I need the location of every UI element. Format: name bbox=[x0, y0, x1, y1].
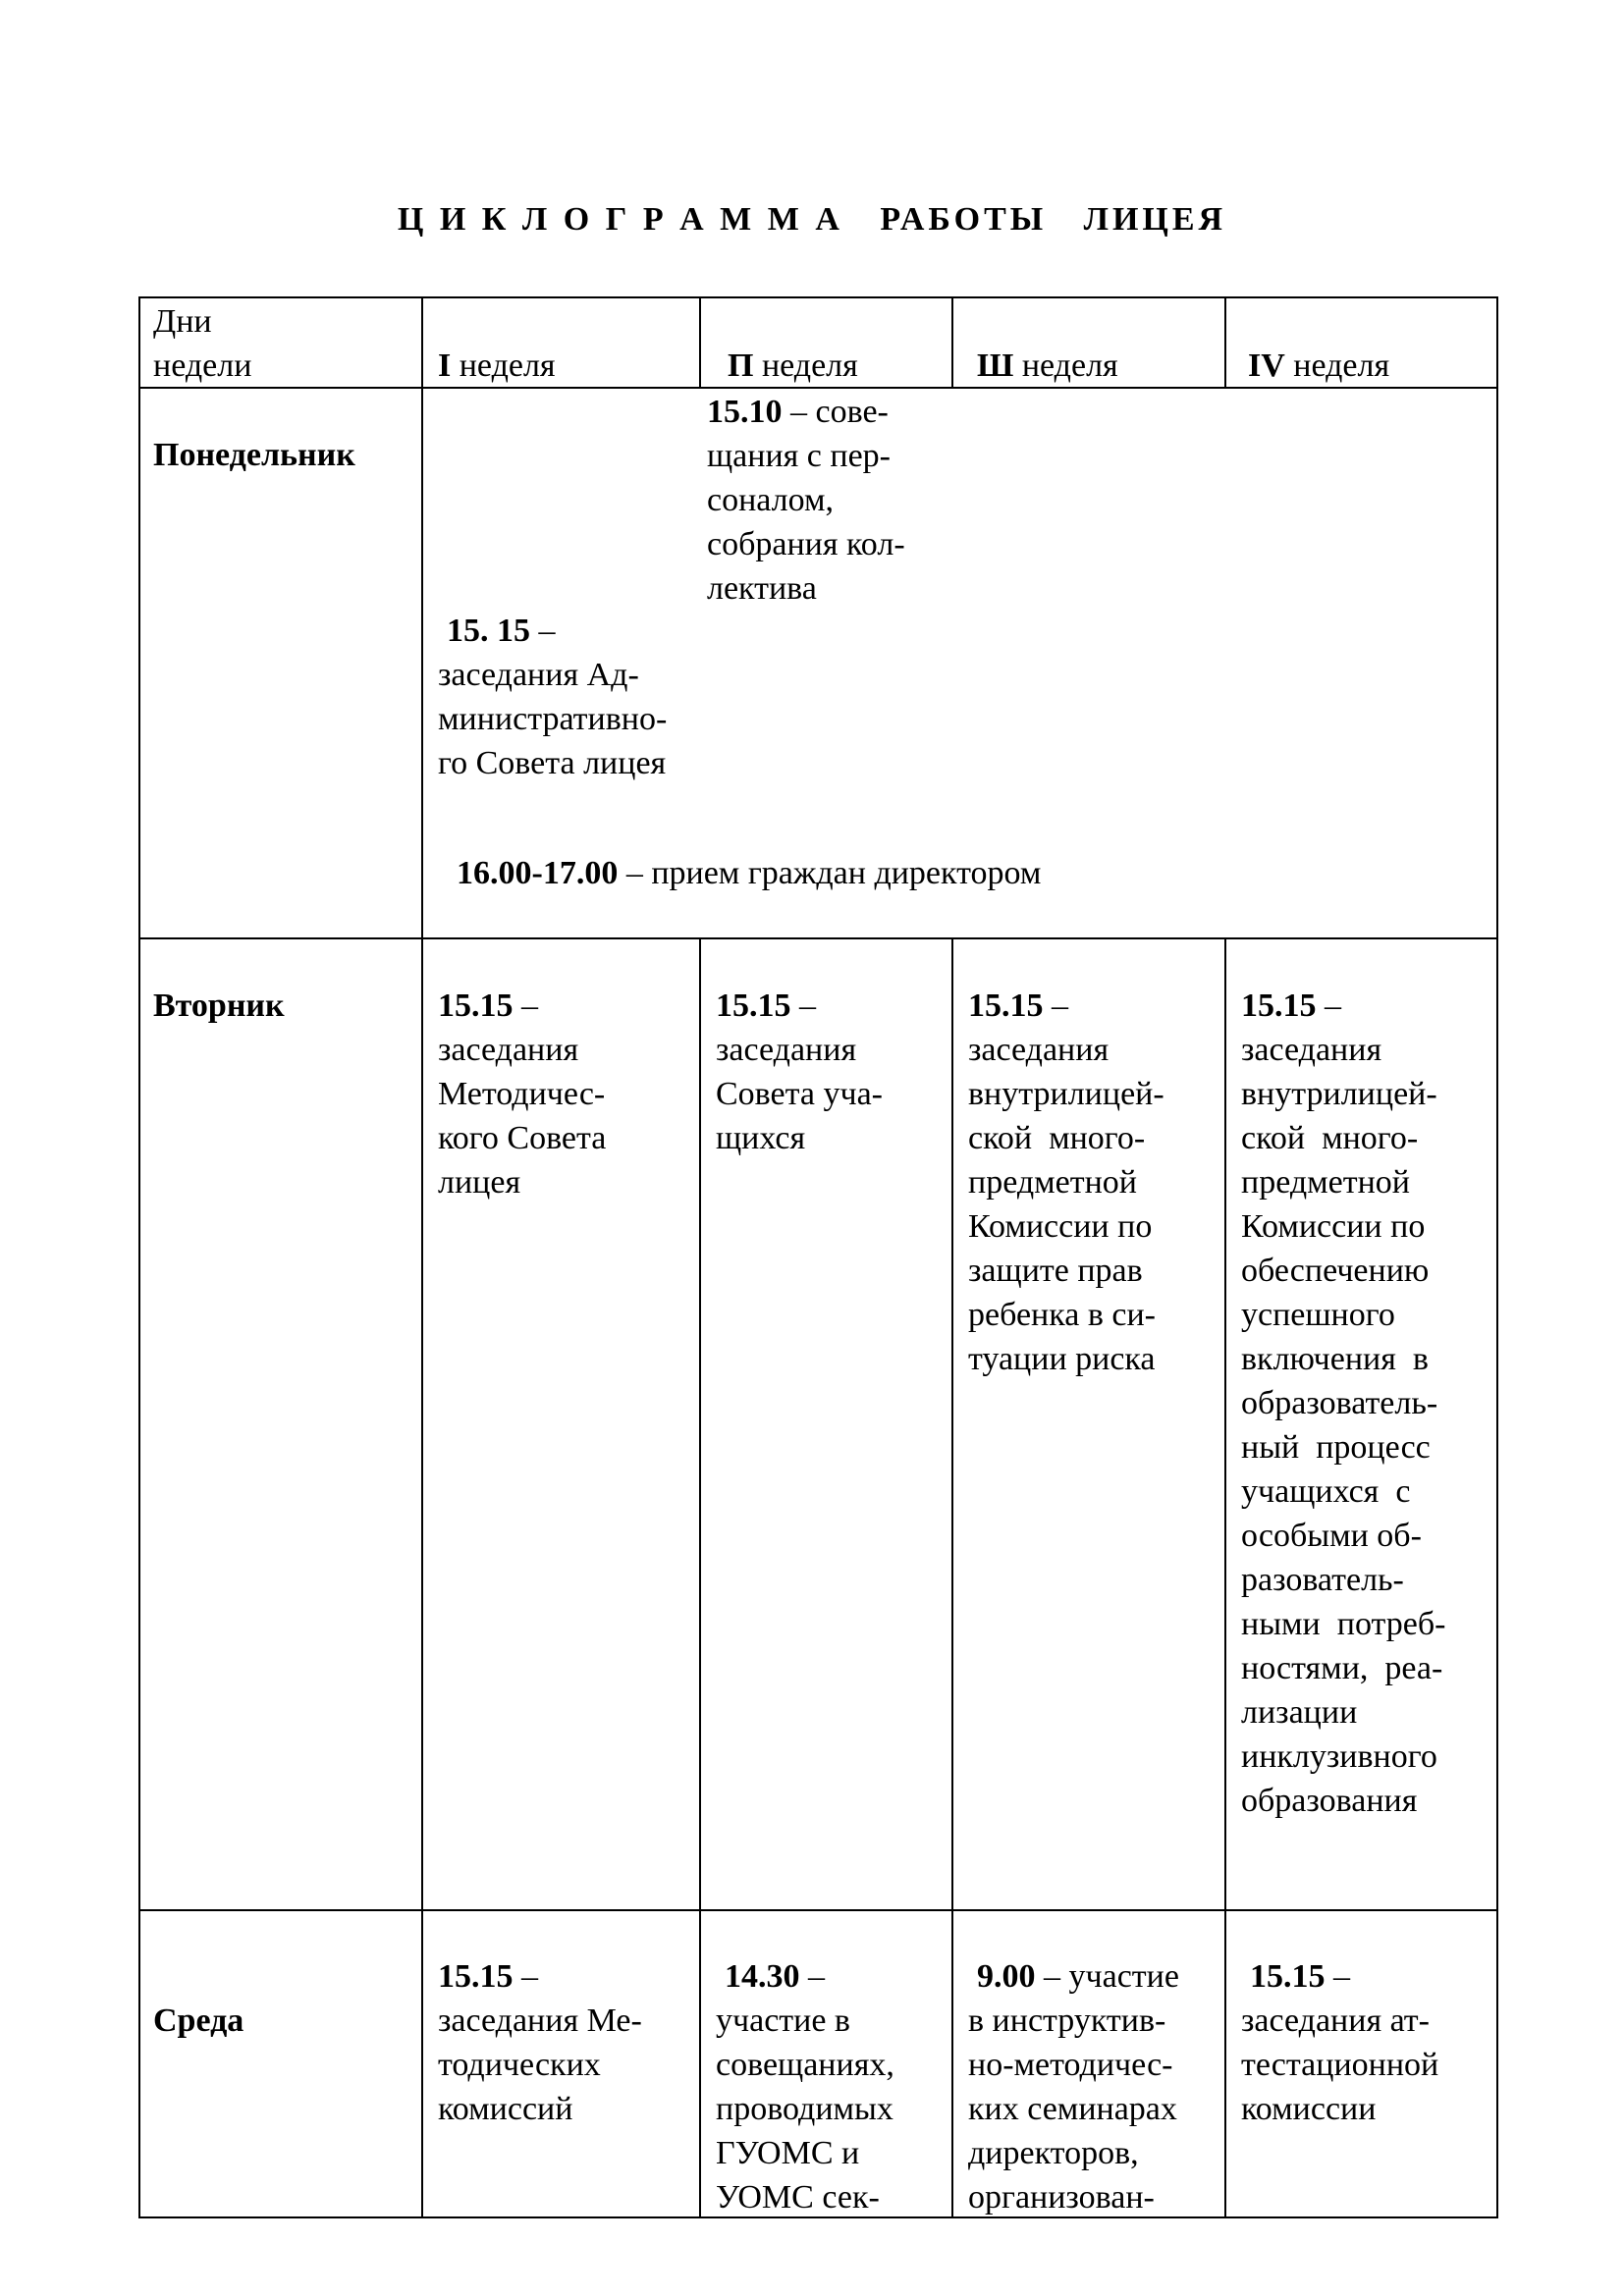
header-week-3: Ш неделя bbox=[977, 347, 1118, 384]
header-week-4: IV неделя bbox=[1248, 347, 1390, 384]
day-tuesday: Вторник bbox=[153, 988, 285, 1024]
tuesday-week-4-meeting: 15.15 – заседания внутрилицей- ской много- предметной Комиссии по обеспечению успешного включения в образователь- ный процесс учащихся с особыми об- разователь- ными потреб- ностями, реа- лизации инклузивного образования bbox=[1241, 988, 1446, 1819]
day-monday: Понедельник bbox=[153, 437, 355, 473]
header-week-2: П неделя bbox=[728, 347, 858, 384]
column-divider-3-header bbox=[951, 296, 953, 389]
header-week-1: I неделя bbox=[438, 347, 556, 384]
column-divider-3 bbox=[951, 937, 953, 2218]
page-title: Ц И К Л О Г Р А М М А РАБОТЫ ЛИЦЕЯ bbox=[397, 201, 1227, 238]
table-border-top bbox=[138, 296, 1498, 298]
wednesday-week-1-meeting: 15.15 – заседания Ме- тодических комиссий bbox=[438, 1958, 642, 2127]
wednesday-week-2-meeting: 14.30 – участие в совещаниях, проводимых ГУОМС и УОМС сек- bbox=[716, 1958, 894, 2216]
monday-row-divider bbox=[138, 937, 1498, 939]
tuesday-week-1-meeting: 15.15 – заседания Методичес- кого Совета лицея bbox=[438, 988, 607, 1201]
column-divider-4 bbox=[1224, 937, 1226, 2218]
wednesday-week-4-meeting: 15.15 – заседания ат- тестационной комиссии bbox=[1241, 1958, 1439, 2127]
day-wednesday: Среда bbox=[153, 2002, 244, 2039]
header-days-label: Дни недели bbox=[153, 303, 252, 384]
monday-week-2-meeting: 15.10 – сове- щания с пер- соналом, собрания кол- лектива bbox=[707, 394, 905, 607]
tuesday-row-divider bbox=[138, 1909, 1498, 1911]
wednesday-week-3-meeting: 9.00 – участие в инструктив- но-методичес- ких семинарах директоров, организован- bbox=[968, 1958, 1179, 2216]
monday-week-1-meeting: 15. 15 – заседания Ад- министративно- го Совета лицея bbox=[438, 613, 668, 781]
table-border-left bbox=[138, 296, 140, 2218]
tuesday-week-2-meeting: 15.15 – заседания Совета уча- щихся bbox=[716, 988, 883, 1156]
column-divider-1 bbox=[421, 296, 423, 2218]
table-border-right bbox=[1496, 296, 1498, 2218]
monday-citizen-reception: 16.00-17.00 – прием граждан директором bbox=[457, 855, 1042, 891]
tuesday-week-3-meeting: 15.15 – заседания внутрилицей- ской много- предметной Комиссии по защите прав ребенка в си- туации риска bbox=[968, 988, 1164, 1377]
column-divider-2-header bbox=[699, 296, 701, 389]
column-divider-2 bbox=[699, 937, 701, 2218]
column-divider-4-header bbox=[1224, 296, 1226, 389]
